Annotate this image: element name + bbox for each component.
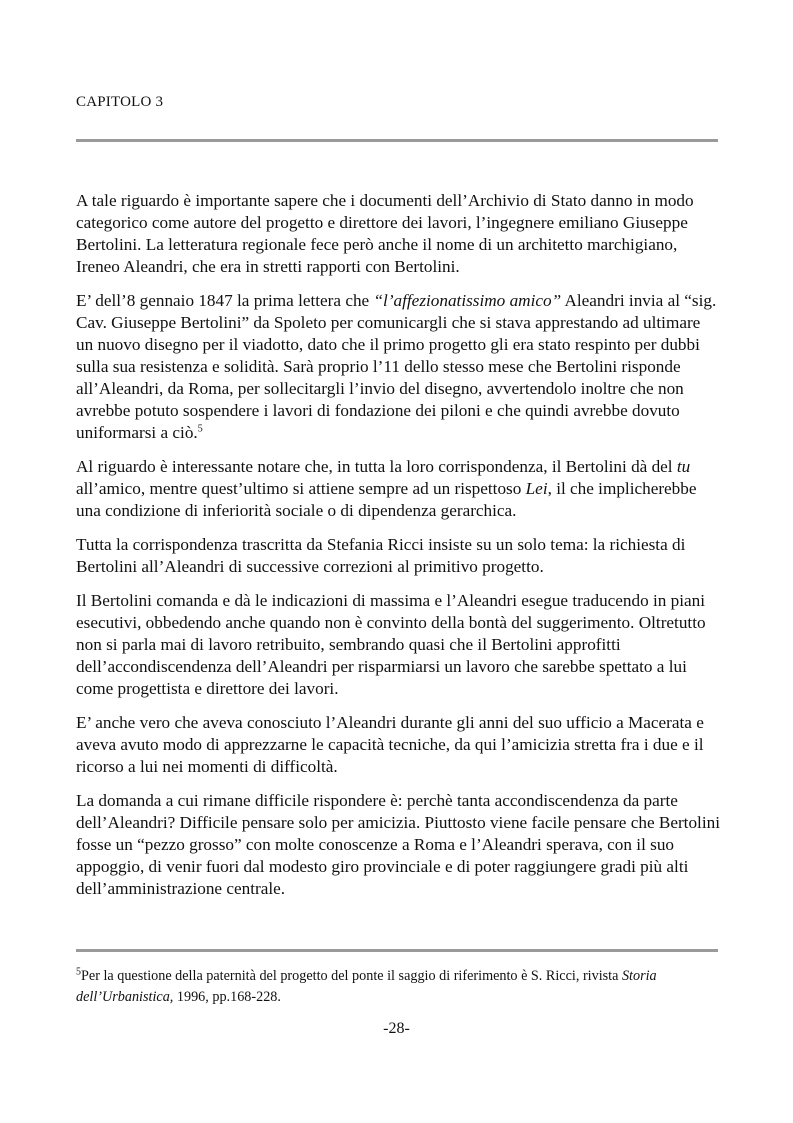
page-number: -28-	[383, 1020, 410, 1037]
paragraph-2-part-b: Aleandri invia al “sig. Cav. Giuseppe Bertolini” da Spoleto per comunicargli che si stava apprestando ad ultimare un nuovo disegno per il viadotto, dato che il primo progetto gli era stato respinto per dubbi sulla sua resistenza e solidità. Sarà proprio l’11 dello stesso mese che Bertolini risponde all’Aleandri, da Roma, per sollecitargli l’invio del disegno, avvertendolo inoltre che non avrebbe potuto sospendere i lavori di fondazione dei piloni e che quindi avrebbe dovuto uniformarsi a ciò.	[76, 291, 717, 442]
quoted-phrase: “l’affezionatissimo amico”	[373, 291, 562, 310]
footnote-number: 5	[76, 966, 81, 978]
header-divider	[76, 139, 718, 142]
footnote-text-b: 1996, pp.168-228.	[173, 989, 281, 1005]
footnote-divider	[76, 949, 718, 952]
italic-tu: tu	[676, 457, 691, 476]
footnote-reference: 5	[197, 423, 203, 435]
paragraph-6: E’ anche vero che aveva conosciuto l’Aleandri durante gli anni del suo ufficio a Macerata e aveva avuto modo di apprezzarne le capacità tecniche, da qui l’amicizia stretta fra i due e il ricorso a lui nei momenti di difficoltà.	[76, 713, 704, 776]
paragraph-3-part-c: , il che implicherebbe una condizione di inferiorità sociale o di dipendenza gerarchica.	[76, 479, 697, 520]
paragraph-3	[76, 456, 720, 522]
paragraph-3-part-b: all’amico, mentre quest’ultimo si attiene sempre ad un rispettoso	[76, 479, 526, 498]
chapter-header: CAPITOLO 3	[76, 94, 164, 110]
footnote-journal: Storia dell’Urbanistica,	[76, 968, 657, 1005]
footnote-text-a: Per la questione della paternità del progetto del ponte il saggio di riferimento è S. Ricci, rivista	[81, 968, 622, 984]
paragraph-1: A tale riguardo è importante sapere che i documenti dell’Archivio di Stato danno in modo categorico come autore del progetto e direttore dei lavori, l’ingegnere emiliano Giuseppe Bertolini. La letteratura regionale fece però anche il nome di un architetto marchigiano, Ireneo Aleandri, che era in stretti rapporti con Bertolini.	[76, 191, 694, 276]
paragraph-4: Tutta la corrispondenza trascritta da Stefania Ricci insiste su un solo tema: la richiesta di Bertolini all’Aleandri di successive correzioni al primitivo progetto.	[76, 535, 686, 576]
paragraph-2-part-a: E’ dell’8 gennaio 1847 la prima lettera che	[76, 291, 374, 310]
paragraph-2	[76, 290, 720, 444]
body-text	[76, 190, 720, 912]
paragraph-5: Il Bertolini comanda e dà le indicazioni di massima e l’Aleandri esegue traducendo in piani esecutivi, obbedendo anche quando non è convinto della bontà del suggerimento. Oltretutto non si parla mai di lavoro retribuito, sembrando quasi che il Bertolini approfitti dell’accondiscendenza dell’Aleandri per risparmiarsi un lavoro che sarebbe spettato a lui come progettista e direttore dei lavori.	[76, 591, 706, 698]
paragraph-7: La domanda a cui rimane difficile rispondere è: perchè tanta accondiscendenza da parte dell’Aleandri? Difficile pensare solo per amicizia. Piuttosto viene facile pensare che Bertolini fosse un “pezzo grosso” con molte conoscenze a Roma e l’Aleandri sperava, con il suo appoggio, di venir fuori dal modesto giro provinciale e di poter raggiungere gradi più alti dell’amministrazione centrale.	[76, 791, 720, 898]
italic-lei: Lei	[525, 479, 548, 498]
footnote	[76, 966, 720, 1008]
paragraph-3-part-a: Al riguardo è interessante notare che, in tutta la loro corrispondenza, il Bertolini dà del	[76, 457, 677, 476]
